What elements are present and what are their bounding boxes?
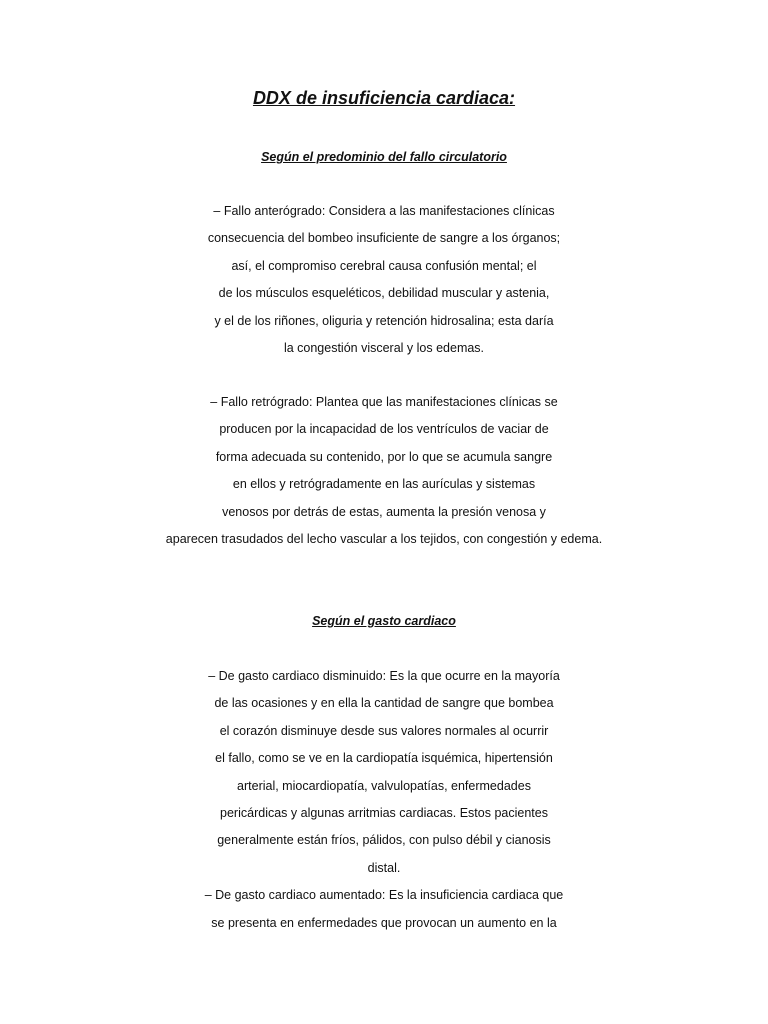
text-line: – Fallo anterógrado: Considera a las manifestaciones clínicas xyxy=(213,204,555,218)
text-line: la congestión visceral y los edemas. xyxy=(283,340,485,355)
text-line: – Fallo retrógrado: Plantea que las manifestaciones clínicas se xyxy=(210,395,558,409)
document-title: DDX de insuficiencia cardiaca: xyxy=(252,88,516,108)
section-heading-gasto-cardiaco: Según el gasto cardiaco xyxy=(312,614,456,628)
text-line: – De gasto cardiaco aumentado: Es la insuficiencia cardiaca que xyxy=(204,888,564,903)
text-line: – De gasto cardiaco disminuido: Es la que ocurre en la mayoría xyxy=(208,669,560,683)
paragraph-fallo-anterogrado xyxy=(0,198,768,362)
text-line: el corazón disminuye desde sus valores normales al ocurrir xyxy=(219,723,549,738)
text-line: aparecen trasudados del lecho vascular a los tejidos, con congestión y edema. xyxy=(165,531,603,546)
text-line: generalmente están fríos, pálidos, con pulso débil y cianosis xyxy=(217,833,551,848)
text-line: consecuencia del bombeo insuficiente de sangre a los órganos; xyxy=(207,231,561,246)
text-line: de las ocasiones y en ella la cantidad de sangre que bombea xyxy=(214,696,554,711)
text-line: en ellos y retrógradamente en las aurículas y sistemas xyxy=(232,477,536,492)
text-line: así, el compromiso cerebral causa confusión mental; el xyxy=(231,258,537,273)
text-line: distal. xyxy=(367,860,401,875)
text-line: forma adecuada su contenido, por lo que se acumula sangre xyxy=(215,449,553,464)
text-line: pericárdicas y algunas arritmias cardiacas. Estos pacientes xyxy=(220,805,548,820)
paragraph-fallo-retrogrado xyxy=(0,389,768,553)
paragraph-gasto-cardiaco xyxy=(0,663,768,937)
text-line: el fallo, como se ve en la cardiopatía isquémica, hipertensión xyxy=(215,751,553,766)
section-heading-predominio: Según el predominio del fallo circulatorio xyxy=(261,150,507,164)
text-line: venosos por detrás de estas, aumenta la presión venosa y xyxy=(222,504,546,519)
text-line: y el de los riñones, oliguria y retención hidrosalina; esta daría xyxy=(214,313,554,328)
text-line: de los músculos esqueléticos, debilidad muscular y astenia, xyxy=(218,286,550,301)
text-line: se presenta en enfermedades que provocan un aumento en la xyxy=(211,915,557,930)
text-line: producen por la incapacidad de los ventrículos de vaciar de xyxy=(219,422,549,437)
text-line: arterial, miocardiopatía, valvulopatías, enfermedades xyxy=(237,778,531,793)
